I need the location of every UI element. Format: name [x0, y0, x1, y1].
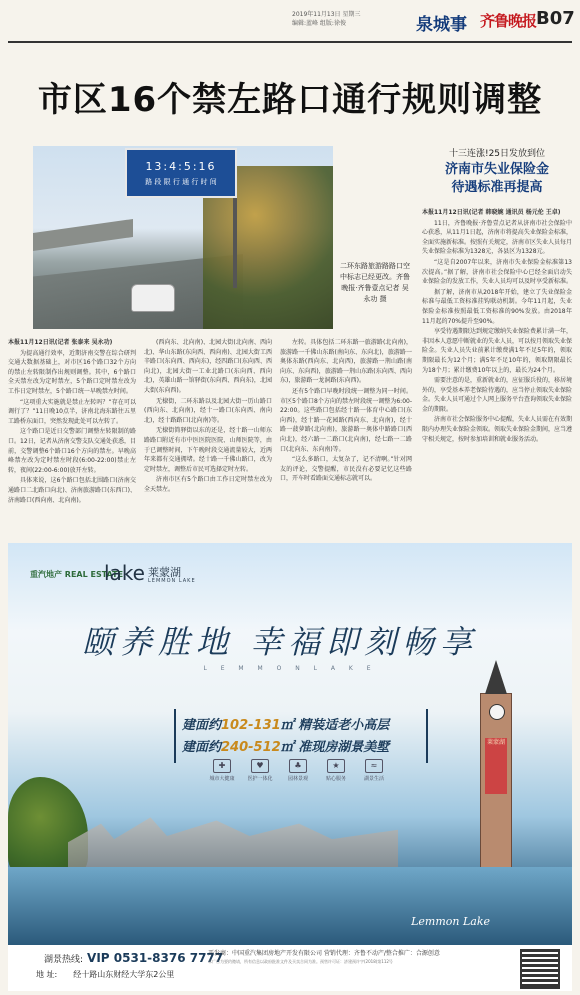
story2-title-line2: 待遇标准再提高 [451, 180, 543, 195]
developer-logo: 重汽地产 REAL ESTATE [30, 570, 124, 579]
wave-icon: ≈ [365, 759, 383, 773]
paragraph: 具体来说，这6个路口包括北围路口(济南交通路口二北路口向北)、济南旅游路口(东西口)、济南路口(西向南、北向南)。 [8, 477, 136, 504]
spec2-area: 240-512 [221, 740, 281, 755]
feature-service [318, 759, 354, 783]
paragraph: 还有5个路口早晚时段统一调整为同一时间。市区5个路口8个方向的禁左时段统一调整为6:00-22:00。这些路口包括经十路一体育中心路口(东向西)，经十路一花园路(西向东、北向南)，经十路一菠萝路(北向南)，旅游路一奥体中路路口(西向北)，经六路一二路口(北向南)，经七路一二路口(北向东、东向南)等。 [280, 387, 412, 453]
feature-label: 湖景生活 [363, 776, 384, 782]
paragraph: 据了解，济南市从2018年开始，建立了失业保险金标准与最低工资标准挂钩联动机制。今年11月起，失业保险金标准按照最低工资标准的90%发放。由2018年11月起的70%提升至90%。 [422, 288, 572, 325]
developer-line: 开发商：中国重汽集团房地产开发有限公司 营销代理：齐鲁不动产/整合推广：合源创意 [208, 950, 440, 957]
feature-medical [242, 759, 278, 783]
section-name: 泉城事 [416, 15, 467, 35]
paragraph: 无棣街，二环东路以及北园大街一历山路口(西向东、北向南)，经十一路口(东向西、南向北)，经十路路口(北向南)等。 [144, 397, 272, 424]
ad-spec-line-2 [182, 736, 389, 755]
paragraph: 左转。具体包括二环东路一旅游路(北向南)，旅游路一千佛山东路(南向东、东向北)，旅游路一奥体东路(西向东、北向西)，旅游路一荆山路(南向东、东向西)，旅游路一荆山东路(东向西、西向东)，旅游路一龙洞路(东向西)。 [280, 339, 412, 385]
address-label: 地 址: [36, 970, 58, 979]
car [131, 284, 175, 312]
sign-text: 路 段 限 行 通 行 时 间 [145, 178, 217, 186]
address [36, 969, 174, 980]
story2-byline: 本报11月12日讯(记者 韩晓婉 通讯员 杨元伦 王卓) [422, 209, 561, 216]
paragraph: 济南市社会保险服务中心提醒，失业人员需在有效期限内办理失业保险金领取。领取失业保险金期间，应当遵守相关规定，按时参加培训和就业服务活动。 [422, 416, 572, 443]
feature-label: 城市大健康 [209, 776, 235, 782]
clock-tower [480, 693, 512, 873]
feature-icons [204, 759, 394, 799]
story2-body [422, 208, 572, 538]
spec1-post: ㎡ 精装适老小高层 [280, 718, 390, 733]
page-number: B07 [536, 8, 575, 29]
story1-column-3 [280, 338, 412, 538]
hotline-number: VIP 0531-8376 7777 [87, 951, 224, 965]
date-line: 2019年11月13日 星期三 [292, 11, 361, 18]
header-meta [292, 10, 414, 28]
heart-icon: ♥ [251, 759, 269, 773]
feature-health [204, 759, 240, 783]
story2-title [422, 161, 572, 197]
feature-lake [356, 759, 392, 783]
newspaper-logo: 齐鲁晚报 [480, 12, 537, 30]
clock-icon [489, 704, 505, 720]
story1-byline: 本报11月12日讯(记者 张泰来 吴永功) [8, 339, 113, 346]
traffic-sign [125, 148, 237, 198]
tower-sign: 莱蒙湖 [485, 738, 507, 794]
feature-garden [280, 759, 316, 783]
ad-footer [8, 945, 572, 991]
news-photo [33, 146, 333, 329]
fine-print: 本广告为要约邀请，所有信息以政府批准文件及买卖合同为准。预售许可证：济建预许字(2018)第112号 [208, 959, 393, 964]
tree-icon: ♣ [289, 759, 307, 773]
story2-kicker: 十三连涨!25日发放到位 [448, 149, 546, 159]
paragraph: “这是自2007年以来，济南市失业保险金标准第13次提高。”据了解，济南市社会保险中心已经全面启动失业保险金的发放工作，失业人员均可以及时享受新标准。 [422, 258, 572, 286]
star-icon: ★ [327, 759, 345, 773]
ad-script: Lemmon Lake [411, 915, 490, 928]
feature-label: 医护一体化 [247, 776, 273, 782]
paragraph: 无棣街简驿街以东的还是，经十路一山师东路路口附近有市中医医院医院、山师医院等，由于已调整时间，下午晚时段交通流量较大，近两年来都有交通拥堵。经十路一千佛山路口，改为定时禁左，调整后市民可选择定时左转。 [144, 427, 272, 473]
sign-numbers: 13:4:5:16 [145, 160, 217, 173]
ad-lemon-caption: L E M M O N L A K E [203, 665, 377, 672]
story2-title-line1: 济南市失业保险金 [444, 162, 549, 177]
story-unemployment-insurance [422, 146, 572, 197]
tower-roof [485, 660, 507, 694]
bridge [33, 219, 133, 251]
paragraph: “这项重大实施就是禁止左转吗？”存在可以调行了？”11日晚10点半，济南北海东路往五里工路桥东面口，突然发现此处可以左转了。 [8, 398, 136, 425]
headline: 市区16个禁左路口通行规则调整 [37, 80, 543, 120]
story1-column-2 [144, 338, 272, 538]
feature-label: 园林景观 [287, 776, 308, 782]
project-logo-sub: LEMMON LAKE [148, 578, 196, 584]
project-logo-cn: 莱蒙湖 [148, 566, 181, 579]
hotline [44, 951, 223, 965]
qr-code-icon [520, 949, 560, 989]
spec1-area: 102-131 [221, 718, 281, 733]
spec2-pre: 建面约 [182, 740, 222, 755]
paragraph: 享受待遇期限达到规定缴纳失业保险费累计满一年，非因本人意愿中断就业的失业人员，可以按月领取失业保险金。失业人员失业前累计缴费满1年不足5年的，领取期限最长为12个月；满5年不足10年的，领取期限最长为18个月；累计缴费10年以上的，最长为24个月。 [422, 328, 572, 374]
town-skyline [68, 805, 398, 867]
editors-line: 编辑:蓝峰 组版:徐俊 [292, 20, 346, 27]
spec2-post: ㎡ 准现房湖景美墅 [280, 740, 390, 755]
paragraph: 需要注意的是，重新就业的，应征服兵役的，移居境外的，享受基本养老保险待遇的，应当停止领取失业保险金。失业人员可通过个人网上服务平台查询领取失业保险金的期限。 [422, 377, 572, 413]
paragraph: “这么多路口，太复杂了，记不清啊。”针对网友的评论，交警提醒，市民没有必要记忆这些路口，开车时看路面交通标志就可以。 [280, 456, 412, 483]
photo-caption: 二环东路旅游路路口空中标志已经更改。齐鲁晚报·齐鲁壹点记者 吴永功 摄 [340, 262, 410, 303]
health-icon: ✚ [213, 759, 231, 773]
real-estate-ad [8, 543, 572, 945]
spec1-pre: 建面约 [182, 718, 222, 733]
project-logo-en: lake [104, 561, 145, 585]
developer-info [208, 949, 508, 965]
story1-column-1 [8, 338, 136, 538]
paragraph: (西向东、北向南)、北园大街(北向南、西向北)、华山东路(东向西、西向南)、北园大街工西辛路口(东向西、西向东)，经四路口(东向西、西向北)，北园大街一工业北路口(东向西、西向北)，英雄山路一馆驿街(东向西、西向东)，北园大街(东向西)。 [144, 339, 272, 394]
ad-slogan: 颐养胜地 幸福即刻畅享 [82, 623, 479, 661]
hotline-label: 湖景热线: [44, 955, 84, 965]
address-text: 经十路山东财经大学东2公里 [73, 970, 175, 979]
page-header [0, 4, 580, 40]
paragraph: 11日，齐鲁晚报·齐鲁壹点记者从济南市社会保险中心获悉，从11月1日起，济南市将提高失业保险金标准，全面实施新标准。按照有关规定，济南市区失业人员每月失业保险金标准为1328元，各县区为1328元。 [422, 219, 572, 256]
paragraph: 济南市区有5个路口由工作日定时禁左改为全天禁左。 [144, 476, 272, 493]
feature-label: 贴心服务 [325, 776, 346, 782]
paragraph: 这个路口是近日交警部门调整左转限制的路口。12日，记者从济南交警支队交通处获悉，目前，交警调整6个路口16个方向的禁左。早晚高峰禁左改为定时禁左时段(6:00-22:00)禁止左转，夜间(22:00-6:00)放开左转。 [8, 428, 136, 474]
paragraph: 为提高通行效率，近期济南交警在综合研判交通大数据基础上，对市区16个路口32个方向的禁止左转限制作出规则调整。其中，6个路口全天禁左改为定时禁左，5个路口定时禁左改为工作日定时禁左，5个路口统一早晚禁左时间。 [8, 349, 136, 395]
header-rule [8, 41, 572, 43]
ad-spec-line-1 [182, 714, 389, 733]
lake-water [8, 867, 572, 945]
